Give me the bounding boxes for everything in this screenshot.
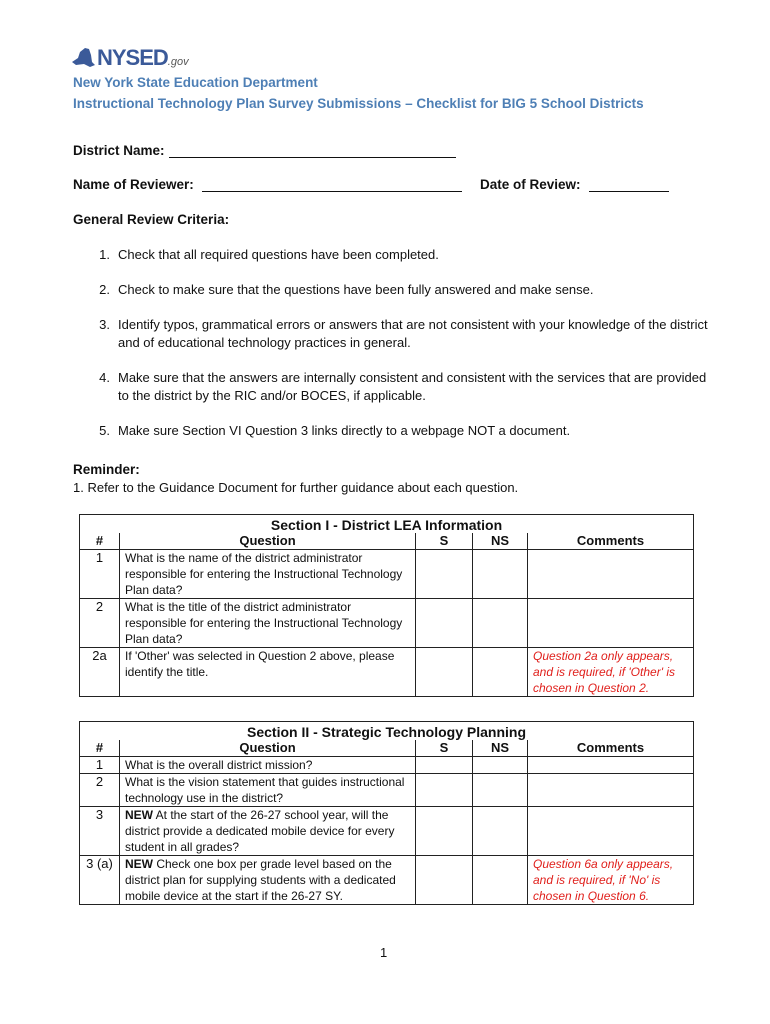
criteria-number: 5. (99, 423, 110, 438)
col-num-header: # (80, 533, 120, 550)
criteria-item (73, 316, 713, 352)
ns-cell[interactable] (473, 856, 528, 905)
reviewer-name-blank[interactable] (202, 177, 462, 192)
row-question: What is the title of the district administrator responsible for entering the Instructional Technology Plan data? (120, 599, 416, 648)
department-name: New York State Education Department (73, 75, 318, 90)
ns-cell[interactable] (473, 550, 528, 599)
col-s-header: S (416, 533, 473, 550)
col-num-header: # (80, 740, 120, 757)
reminder-item: 1. Refer to the Guidance Document for further guidance about each question. (73, 480, 519, 495)
criteria-text: Make sure Section VI Question 3 links directly to a webpage NOT a document. (118, 423, 571, 438)
s-cell[interactable] (416, 774, 473, 807)
comment-cell[interactable]: Question 2a only appears, and is required, if 'Other' is chosen in Question 2. (528, 648, 694, 697)
criteria-item (73, 281, 713, 299)
row-number: 2 (80, 599, 120, 648)
reviewer-name-field (73, 177, 462, 192)
table-row (80, 774, 694, 807)
logo-text: NYSED (97, 45, 168, 70)
district-name-blank[interactable] (169, 143, 456, 158)
section-1-table (79, 514, 694, 697)
comment-cell[interactable] (528, 550, 694, 599)
row-number: 1 (80, 550, 120, 599)
question-text: What is the overall district mission? (125, 758, 313, 772)
row-question: What is the name of the district administrator responsible for entering the Instructional Technology Plan data? (120, 550, 416, 599)
comment-cell[interactable] (528, 774, 694, 807)
question-text: At the start of the 26-27 school year, will the district provide a dedicated mobile device for every student in all grades? (125, 808, 395, 854)
comment-cell[interactable] (528, 807, 694, 856)
section-1-title: Section I - District LEA Information (80, 515, 694, 534)
ns-cell[interactable] (473, 648, 528, 697)
logo-gov: .gov (167, 56, 189, 68)
table-row (80, 599, 694, 648)
section-2-title: Section II - Strategic Technology Planning (80, 722, 694, 741)
table-row (80, 757, 694, 774)
s-cell[interactable] (416, 807, 473, 856)
col-ns-header: NS (473, 740, 528, 757)
reviewer-name-label: Name of Reviewer: (73, 177, 194, 192)
row-question (120, 856, 416, 905)
row-question (120, 757, 416, 774)
s-cell[interactable] (416, 550, 473, 599)
question-text: What is the vision statement that guides instructional technology use in the district? (125, 775, 405, 805)
question-text: Check one box per grade level based on the district plan for supplying students with a dedicated mobile device at the start if the 26-27 SY. (125, 857, 396, 903)
criteria-list (73, 246, 713, 440)
review-date-blank[interactable] (589, 177, 669, 192)
row-number: 3 (a) (80, 856, 120, 905)
review-date-label: Date of Review: (480, 177, 581, 192)
criteria-item (73, 369, 713, 405)
comment-cell[interactable] (528, 757, 694, 774)
row-number: 1 (80, 757, 120, 774)
ns-cell[interactable] (473, 807, 528, 856)
ns-cell[interactable] (473, 599, 528, 648)
criteria-text: Check that all required questions have been completed. (118, 247, 439, 262)
ns-cell[interactable] (473, 757, 528, 774)
table-row (80, 648, 694, 697)
new-tag: NEW (125, 808, 153, 822)
s-cell[interactable] (416, 648, 473, 697)
table-row (80, 856, 694, 905)
criteria-text: Check to make sure that the questions have been fully answered and make sense. (118, 282, 594, 297)
s-cell[interactable] (416, 757, 473, 774)
col-question-header: Question (120, 533, 416, 550)
col-ns-header: NS (473, 533, 528, 550)
new-tag: NEW (125, 857, 153, 871)
col-comments-header: Comments (528, 740, 694, 757)
row-number: 2 (80, 774, 120, 807)
ns-cell[interactable] (473, 774, 528, 807)
s-cell[interactable] (416, 599, 473, 648)
criteria-number: 4. (99, 370, 110, 385)
criteria-number: 3. (99, 317, 110, 332)
ny-state-map-icon (70, 46, 96, 70)
table-row (80, 550, 694, 599)
row-number: 2a (80, 648, 120, 697)
row-question: If 'Other' was selected in Question 2 above, please identify the title. (120, 648, 416, 697)
criteria-item (73, 246, 713, 264)
criteria-number: 1. (99, 247, 110, 262)
row-question (120, 774, 416, 807)
criteria-heading: General Review Criteria: (73, 212, 230, 227)
page-number: 1 (380, 945, 388, 960)
row-question (120, 807, 416, 856)
review-date-field (480, 177, 669, 192)
table-row (80, 807, 694, 856)
col-comments-header: Comments (528, 533, 694, 550)
criteria-text: Identify typos, grammatical errors or answers that are not consistent with your knowledge of the district and of educational technology practices in general. (118, 317, 708, 350)
col-s-header: S (416, 740, 473, 757)
s-cell[interactable] (416, 856, 473, 905)
row-number: 3 (80, 807, 120, 856)
comment-cell[interactable] (528, 599, 694, 648)
criteria-number: 2. (99, 282, 110, 297)
criteria-text: Make sure that the answers are internally consistent and consistent with the services that are provided to the district by the RIC and/or BOCES, if applicable. (118, 370, 707, 403)
document-title: Instructional Technology Plan Survey Submissions – Checklist for BIG 5 School Districts (73, 96, 644, 111)
criteria-item (73, 422, 713, 440)
reminder-heading: Reminder: (73, 462, 140, 477)
comment-cell[interactable]: Question 6a only appears, and is required, if 'No' is chosen in Question 6. (528, 856, 694, 905)
district-name-label: District Name: (73, 143, 165, 158)
district-name-field (73, 143, 456, 158)
section-2-table (79, 721, 694, 905)
nysed-logo (70, 43, 189, 73)
col-question-header: Question (120, 740, 416, 757)
